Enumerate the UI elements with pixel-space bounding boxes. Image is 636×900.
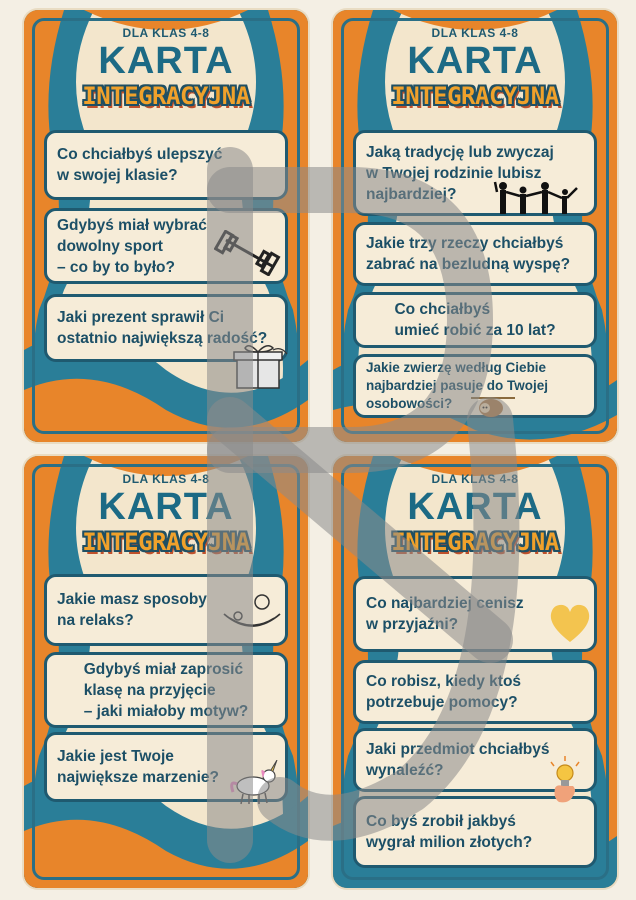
card-1 [24, 10, 308, 442]
title-karta: KARTA [407, 40, 543, 82]
question-text: Jakie jest Twoje największe marzenie? [57, 748, 219, 786]
question-box [353, 222, 597, 286]
question-box [44, 652, 288, 728]
family-silhouette-icon [493, 180, 579, 216]
question-text: Jaki przedmiot chciałbyś wynaleźć? [366, 741, 550, 779]
question-text: Jakie trzy rzeczy chciałbyś zabrać na bezludną wyspę? [366, 235, 571, 273]
question-text: Jakie zwierzę według Ciebie najbardziej pasuje do Twojej osobowości? [366, 360, 549, 411]
title-integracyjna: INTEGRACYJNA [82, 82, 250, 110]
title-integracyjna: INTEGRACYJNA [391, 528, 559, 556]
title-integracyjna: INTEGRACYJNA [391, 82, 559, 110]
subtitle: DLA KLAS 4-8 [122, 26, 210, 40]
dumbbell-icon [214, 230, 284, 276]
title-karta: KARTA [98, 486, 234, 528]
question-text: Jaką tradycję lub zwyczaj w Twojej rodzinie lubisz najbardziej? [366, 143, 554, 203]
subtitle: DLA KLAS 4-8 [431, 472, 519, 486]
sloth-icon [471, 394, 515, 420]
gift-box-icon [229, 340, 289, 390]
question-box [44, 130, 288, 200]
question-text: Jaki prezent sprawił Ci ostatnio największą radość? [57, 309, 268, 347]
heart-icon [547, 602, 593, 644]
question-text: Co robisz, kiedy ktoś potrzebuje pomocy? [366, 673, 522, 711]
card-header [54, 16, 278, 128]
question-text: Gdybyś miał wybrać dowolny sport – co by to było? [57, 216, 207, 276]
question-box [353, 292, 597, 348]
hammock-icon [220, 592, 284, 640]
question-text: Co chciałbyś umieć robić za 10 lat? [394, 301, 556, 339]
lightbulb-hand-icon [543, 756, 587, 806]
title-karta: KARTA [98, 40, 234, 82]
subtitle: DLA KLAS 4-8 [431, 26, 519, 40]
card-4 [333, 456, 617, 888]
question-text: Co byś zrobił jakbyś wygrał milion złotych? [366, 813, 533, 851]
question-text: Jakie masz sposoby na relaks? [57, 591, 207, 629]
question-box [353, 660, 597, 724]
question-text: Co najbardziej cenisz w przyjaźni? [366, 595, 524, 633]
title-integracyjna: INTEGRACYJNA [82, 528, 250, 556]
title-karta: KARTA [407, 486, 543, 528]
unicorn-icon [229, 760, 285, 806]
card-header [363, 462, 587, 574]
question-text: Gdybyś miał zaprosić klasę na przyjęcie – jaki miałoby motyw? [83, 660, 249, 720]
card-header [363, 16, 587, 128]
card-3 [24, 456, 308, 888]
question-box [353, 796, 597, 868]
question-text: Co chciałbyś ulepszyć w swojej klasie? [57, 146, 223, 184]
subtitle: DLA KLAS 4-8 [122, 472, 210, 486]
card-2 [333, 10, 617, 442]
card-header [54, 462, 278, 574]
